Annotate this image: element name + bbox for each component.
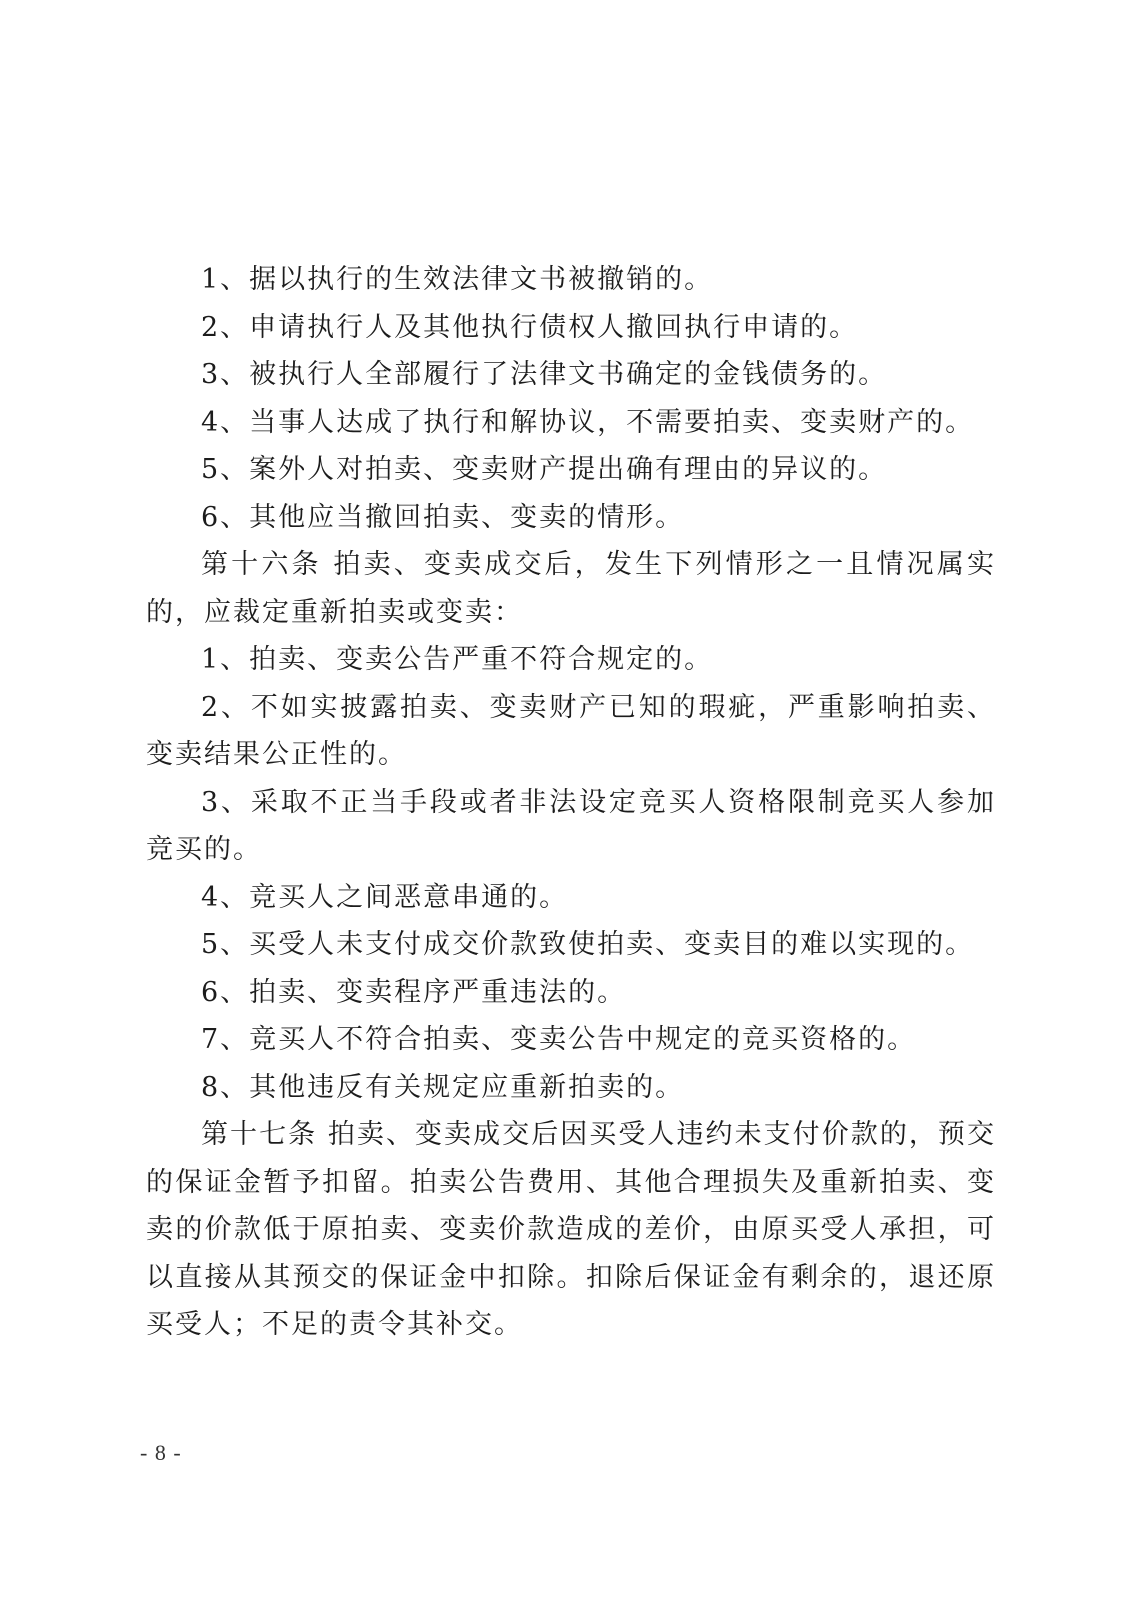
list-item: 3、被执行人全部履行了法律文书确定的金钱债务的。 — [201, 359, 888, 390]
list-item: 4、当事人达成了执行和解协议，不需要拍卖、变卖财产的。 — [201, 406, 975, 438]
article-17: 第十七条 拍卖、变卖成交后因买受人违约未支付价款的，预交的保证金暂予扣留。拍卖公告费用、其他合理损失及重新拍卖、变卖的价款低于原拍卖、变卖价款造成的差价，由原买受人承担，可以直接从其预交的保证金中扣除。扣除后保证金有剩余的，退还原买受人；不足的责令其补交。 — [146, 1119, 996, 1340]
list-item: 2、申请执行人及其他执行债权人撤回执行申请的。 — [201, 311, 859, 343]
list-item: 6、其他应当撤回拍卖、变卖的情形。 — [201, 501, 685, 533]
article-16: 第十六条 拍卖、变卖成交后，发生下列情形之一且情况属实的，应裁定重新拍卖或变卖： — [146, 549, 996, 628]
list-item: 8、其他违反有关规定应重新拍卖的。 — [201, 1071, 685, 1103]
document-body — [146, 256, 996, 1349]
list-item: 6、拍卖、变卖程序严重违法的。 — [201, 976, 627, 1008]
list-item: 3、采取不正当手段或者非法设定竞买人资格限制竞买人参加竞买的。 — [146, 786, 996, 865]
list-item: 2、不如实披露拍卖、变卖财产已知的瑕疵，严重影响拍卖、变卖结果公正性的。 — [146, 691, 996, 770]
list-item: 7、竞买人不符合拍卖、变卖公告中规定的竞买资格的。 — [201, 1024, 917, 1055]
list-item: 1、拍卖、变卖公告严重不符合规定的。 — [201, 644, 714, 675]
list-item: 4、竞买人之间恶意串通的。 — [201, 881, 569, 913]
list-item: 1、据以执行的生效法律文书被撤销的。 — [201, 264, 714, 295]
page-number: - 8 - — [140, 1440, 182, 1465]
list-item: 5、案外人对拍卖、变卖财产提出确有理由的异议的。 — [201, 454, 888, 485]
list-item: 5、买受人未支付成交价款致使拍卖、变卖目的难以实现的。 — [201, 929, 975, 960]
